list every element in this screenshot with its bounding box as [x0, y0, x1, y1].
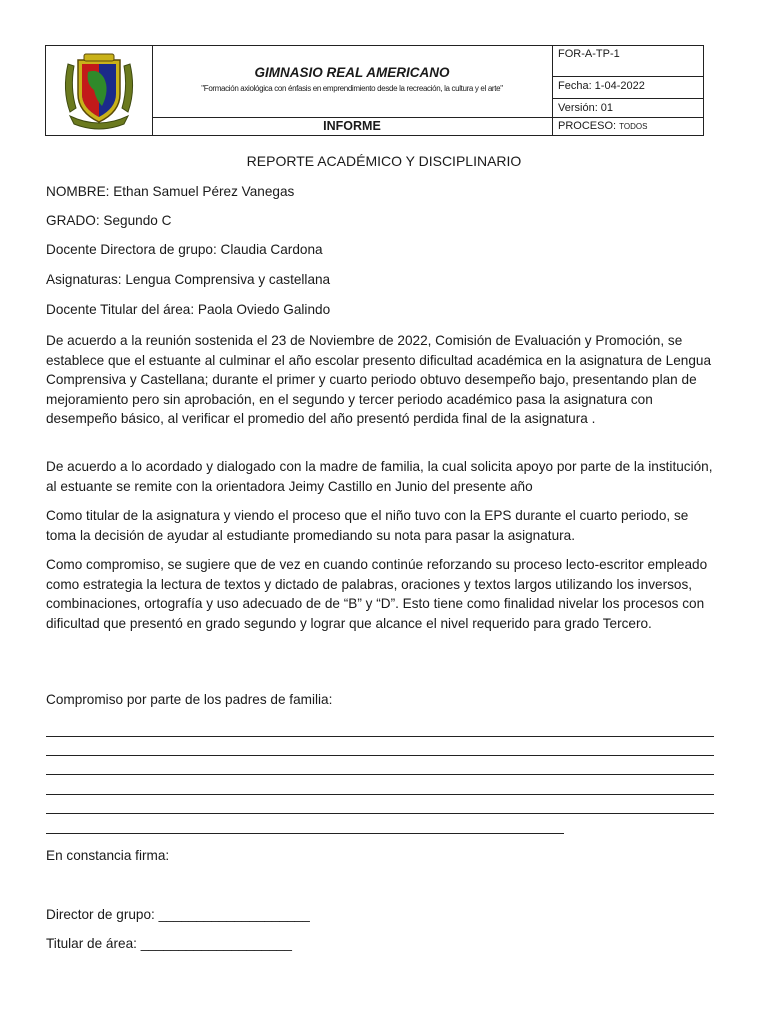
- paragraph-4: Como compromiso, se sugiere que de vez en cuando continúe reforzando su proceso lecto-escritor empleado como estrategia la lectura de textos y dictado de palabras, oraciones y textos largos utilizando los inversos, combinaciones, ortografía y uso adecuado de de “B” y “D”. Esto tiene como finalidad nivelar los procesos con dificultad que presentó en grado segundo y lograr que alcance el nivel requerido para grado Tercero.: [46, 557, 708, 631]
- signature-line: [46, 794, 714, 795]
- constancia-label: En constancia firma:: [46, 848, 170, 863]
- process-value: TODOS: [619, 122, 648, 131]
- report-title: REPORTE ACADÉMICO Y DISCIPLINARIO: [246, 153, 522, 169]
- subjects: Asignaturas: Lengua Comprensiva y castellana: [46, 272, 331, 287]
- student-grade: GRADO: Segundo C: [46, 213, 172, 228]
- header-doctype-cell: [152, 118, 553, 135]
- paragraph-3: Como titular de la asignatura y viendo el proceso que el niño tuvo con la EPS durante el cuarto periodo, se toma la decisión de ayudar al estudiante promediando su nota para pasar la asignatura.: [46, 508, 689, 543]
- titular-signature: Titular de área: ____________________: [46, 936, 292, 951]
- document-header: [45, 45, 704, 136]
- school-name: GIMNASIO REAL AMERICANO: [254, 65, 450, 80]
- header-title-cell: [152, 46, 553, 118]
- signature-line: [46, 813, 714, 814]
- area-teacher: Docente Titular del área: Paola Oviedo Galindo: [46, 302, 331, 317]
- director-signature: Director de grupo: ____________________: [46, 907, 310, 922]
- group-teacher: Docente Directora de grupo: Claudia Cardona: [46, 242, 323, 257]
- doc-type: INFORME: [323, 119, 381, 133]
- process-label: PROCESO:: [558, 120, 617, 132]
- doc-version: Versión: 01: [553, 99, 703, 118]
- signature-line: [46, 774, 714, 775]
- doc-process: [553, 118, 703, 135]
- paragraph-2: De acuerdo a lo acordado y dialogado con la madre de familia, la cual solicita apoyo por parte de la institución, al estuante se remite con la orientadora Jeimy Castillo en Junio del presente año: [46, 459, 713, 494]
- doc-code: FOR-A-TP-1: [553, 46, 703, 77]
- doc-date: Fecha: 1-04-2022: [553, 77, 703, 99]
- paragraph-1: De acuerdo a la reunión sostenida el 23 de Noviembre de 2022, Comisión de Evaluación y Promoción, se establece que el estuante al culminar el año escolar presento dificultad académica en la asignatura de Lengua Comprensiva y Castellana; durante el primer y cuarto periodo obtuvo desempeño bajo, presentando plan de mejoramiento pero sin aprobación, en el segundo y tercer periodo académico pasa la asignatura con desempeño básico, al verificar el promedio del año presentó perdida final de la asignatura .: [46, 333, 712, 426]
- parents-commitment-label: Compromiso por parte de los padres de familia:: [46, 692, 333, 707]
- signature-line: [46, 755, 714, 756]
- student-name: NOMBRE: Ethan Samuel Pérez Vanegas: [46, 184, 295, 199]
- signature-line: [46, 736, 714, 737]
- school-crest-icon: [58, 50, 140, 132]
- school-motto: "Formación axiológica con énfasis en emprendimiento desde la recreación, la cultura y el arte": [201, 84, 503, 93]
- logo-cell: [46, 46, 153, 135]
- signature-line: [46, 833, 564, 834]
